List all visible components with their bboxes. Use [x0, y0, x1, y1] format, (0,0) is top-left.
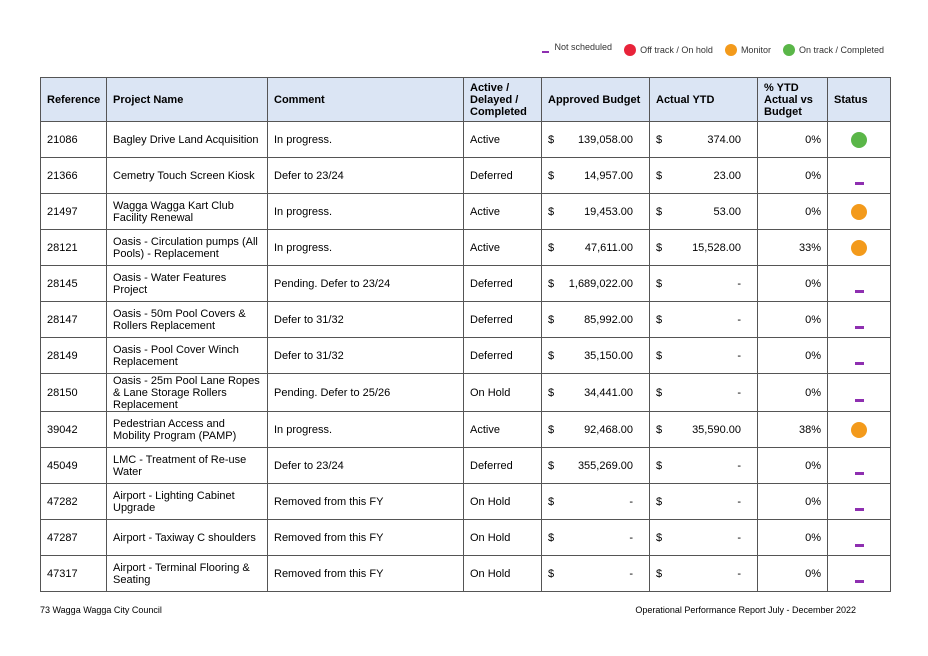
- cell-status: [828, 556, 891, 592]
- cell-actual-ytd: [650, 338, 758, 374]
- cell-state: On Hold: [464, 374, 542, 412]
- cell-state: Deferred: [464, 448, 542, 484]
- header-active: Active / Delayed / Completed: [464, 78, 542, 122]
- ytd-currency: $: [656, 277, 663, 290]
- ytd-amount: -: [737, 495, 741, 508]
- cell-comment: Defer to 23/24: [268, 448, 464, 484]
- red-dot-icon: [624, 44, 636, 56]
- cell-comment: Removed from this FY: [268, 520, 464, 556]
- table-row: [41, 158, 891, 194]
- cell-status: [828, 374, 891, 412]
- cell-actual-ytd: [650, 520, 758, 556]
- legend-not-scheduled: Not scheduled: [542, 45, 613, 55]
- cell-pct-ytd: 0%: [758, 302, 828, 338]
- cell-reference: 39042: [41, 412, 107, 448]
- cell-actual-ytd: [650, 194, 758, 230]
- cell-approved-budget: [542, 484, 650, 520]
- cell-reference: 28147: [41, 302, 107, 338]
- cell-approved-budget: [542, 374, 650, 412]
- ytd-currency: $: [656, 313, 663, 326]
- cell-actual-ytd: [650, 122, 758, 158]
- cell-comment: In progress.: [268, 412, 464, 448]
- cell-status: [828, 448, 891, 484]
- table-row: [41, 412, 891, 448]
- cell-pct-ytd: 0%: [758, 374, 828, 412]
- budget-amount: 47,611.00: [584, 241, 633, 254]
- cell-comment: Pending. Defer to 25/26: [268, 374, 464, 412]
- cell-state: Deferred: [464, 158, 542, 194]
- green-dot-icon: [783, 44, 795, 56]
- cell-reference: 47282: [41, 484, 107, 520]
- cell-state: Deferred: [464, 266, 542, 302]
- cell-approved-budget: [542, 122, 650, 158]
- capital-projects-table: [40, 77, 891, 592]
- cell-actual-ytd: [650, 230, 758, 266]
- cell-state: Active: [464, 412, 542, 448]
- cell-project-name: Wagga Wagga Kart Club Facility Renewal: [107, 194, 268, 230]
- cell-pct-ytd: 0%: [758, 338, 828, 374]
- not-scheduled-dash-icon: [855, 399, 864, 402]
- header-comment: Comment: [268, 78, 464, 122]
- not-scheduled-dash-icon: [855, 362, 864, 365]
- cell-project-name: Oasis - 25m Pool Lane Ropes & Lane Storage Rollers Replacement: [107, 374, 268, 412]
- monitor-dot-icon: [851, 240, 867, 256]
- cell-pct-ytd: 0%: [758, 484, 828, 520]
- cell-state: Active: [464, 230, 542, 266]
- cell-comment: In progress.: [268, 194, 464, 230]
- cell-reference: 47287: [41, 520, 107, 556]
- ytd-amount: -: [737, 531, 741, 544]
- cell-project-name: Bagley Drive Land Acquisition: [107, 122, 268, 158]
- ytd-currency: $: [656, 241, 663, 254]
- ytd-currency: $: [656, 459, 663, 472]
- cell-project-name: Oasis - Circulation pumps (All Pools) - Replacement: [107, 230, 268, 266]
- budget-currency: $: [548, 495, 555, 508]
- legend-on-track: On track / Completed: [783, 44, 884, 56]
- not-scheduled-dash-icon: [855, 326, 864, 329]
- header-project-name: Project Name: [107, 78, 268, 122]
- ytd-amount: -: [737, 567, 741, 580]
- budget-currency: $: [548, 386, 555, 399]
- cell-status: [828, 520, 891, 556]
- table-header-row: [41, 78, 891, 122]
- cell-pct-ytd: 0%: [758, 448, 828, 484]
- budget-amount: 139,058.00: [577, 133, 633, 146]
- cell-actual-ytd: [650, 302, 758, 338]
- cell-status: [828, 230, 891, 266]
- table-row: [41, 374, 891, 412]
- budget-currency: $: [548, 531, 555, 544]
- cell-actual-ytd: [650, 412, 758, 448]
- cell-reference: 21366: [41, 158, 107, 194]
- not-scheduled-dash-icon: [542, 51, 549, 53]
- ytd-amount: 374.00: [707, 133, 741, 146]
- cell-pct-ytd: 0%: [758, 266, 828, 302]
- budget-currency: $: [548, 241, 555, 254]
- ytd-currency: $: [656, 349, 663, 362]
- cell-actual-ytd: [650, 374, 758, 412]
- budget-currency: $: [548, 567, 555, 580]
- ytd-currency: $: [656, 423, 663, 436]
- cell-status: [828, 158, 891, 194]
- budget-amount: 35,150.00: [584, 349, 633, 362]
- budget-amount: -: [629, 495, 633, 508]
- cell-approved-budget: [542, 448, 650, 484]
- header-status: Status: [828, 78, 891, 122]
- on-track-dot-icon: [851, 132, 867, 148]
- budget-amount: 1,689,022.00: [568, 277, 633, 290]
- cell-comment: Defer to 23/24: [268, 158, 464, 194]
- ytd-currency: $: [656, 495, 663, 508]
- ytd-amount: -: [737, 386, 741, 399]
- cell-approved-budget: [542, 194, 650, 230]
- monitor-dot-icon: [851, 422, 867, 438]
- ytd-amount: 23.00: [713, 169, 741, 182]
- table-row: [41, 520, 891, 556]
- ytd-amount: -: [737, 349, 741, 362]
- cell-approved-budget: [542, 338, 650, 374]
- cell-pct-ytd: 0%: [758, 158, 828, 194]
- not-scheduled-dash-icon: [855, 508, 864, 511]
- budget-amount: -: [629, 531, 633, 544]
- cell-approved-budget: [542, 230, 650, 266]
- cell-reference: 28150: [41, 374, 107, 412]
- cell-project-name: Airport - Terminal Flooring & Seating: [107, 556, 268, 592]
- cell-pct-ytd: 0%: [758, 122, 828, 158]
- cell-approved-budget: [542, 158, 650, 194]
- ytd-currency: $: [656, 567, 663, 580]
- cell-comment: Defer to 31/32: [268, 302, 464, 338]
- cell-pct-ytd: 0%: [758, 556, 828, 592]
- cell-approved-budget: [542, 556, 650, 592]
- orange-dot-icon: [725, 44, 737, 56]
- cell-comment: Removed from this FY: [268, 484, 464, 520]
- cell-project-name: LMC - Treatment of Re-use Water: [107, 448, 268, 484]
- header-pct-ytd: % YTD Actual vs Budget: [758, 78, 828, 122]
- ytd-currency: $: [656, 531, 663, 544]
- table-row: [41, 266, 891, 302]
- cell-project-name: Cemetry Touch Screen Kiosk: [107, 158, 268, 194]
- footer-page-info: 73 Wagga Wagga City Council: [40, 605, 162, 615]
- budget-amount: 355,269.00: [577, 459, 633, 472]
- cell-approved-budget: [542, 520, 650, 556]
- ytd-amount: 35,590.00: [692, 423, 741, 436]
- cell-approved-budget: [542, 302, 650, 338]
- cell-reference: 45049: [41, 448, 107, 484]
- budget-currency: $: [548, 423, 555, 436]
- cell-reference: 28149: [41, 338, 107, 374]
- table-row: [41, 484, 891, 520]
- ytd-amount: -: [737, 459, 741, 472]
- cell-status: [828, 302, 891, 338]
- table-row: [41, 122, 891, 158]
- cell-state: Active: [464, 122, 542, 158]
- budget-currency: $: [548, 133, 555, 146]
- cell-state: On Hold: [464, 484, 542, 520]
- table-row: [41, 194, 891, 230]
- cell-reference: 21497: [41, 194, 107, 230]
- budget-amount: 14,957.00: [584, 169, 633, 182]
- cell-project-name: Pedestrian Access and Mobility Program (PAMP): [107, 412, 268, 448]
- cell-project-name: Airport - Lighting Cabinet Upgrade: [107, 484, 268, 520]
- cell-reference: 47317: [41, 556, 107, 592]
- cell-reference: 21086: [41, 122, 107, 158]
- budget-amount: 92,468.00: [584, 423, 633, 436]
- table-row: [41, 556, 891, 592]
- cell-approved-budget: [542, 412, 650, 448]
- legend-off-track: Off track / On hold: [624, 44, 713, 56]
- cell-reference: 28145: [41, 266, 107, 302]
- cell-project-name: Oasis - 50m Pool Covers & Rollers Replacement: [107, 302, 268, 338]
- header-actual-ytd: Actual YTD: [650, 78, 758, 122]
- budget-currency: $: [548, 459, 555, 472]
- cell-pct-ytd: 0%: [758, 520, 828, 556]
- footer-report-title: Operational Performance Report July - December 2022: [635, 605, 856, 615]
- budget-currency: $: [548, 169, 555, 182]
- cell-status: [828, 484, 891, 520]
- budget-currency: $: [548, 277, 555, 290]
- cell-reference: 28121: [41, 230, 107, 266]
- ytd-amount: 15,528.00: [692, 241, 741, 254]
- ytd-amount: -: [737, 313, 741, 326]
- cell-status: [828, 266, 891, 302]
- cell-actual-ytd: [650, 484, 758, 520]
- budget-currency: $: [548, 205, 555, 218]
- not-scheduled-dash-icon: [855, 182, 864, 185]
- cell-project-name: Oasis - Pool Cover Winch Replacement: [107, 338, 268, 374]
- not-scheduled-dash-icon: [855, 580, 864, 583]
- cell-status: [828, 412, 891, 448]
- cell-project-name: Airport - Taxiway C shoulders: [107, 520, 268, 556]
- not-scheduled-dash-icon: [855, 290, 864, 293]
- budget-amount: 19,453.00: [584, 205, 633, 218]
- header-approved-budget: Approved Budget: [542, 78, 650, 122]
- ytd-currency: $: [656, 133, 663, 146]
- ytd-currency: $: [656, 386, 663, 399]
- budget-currency: $: [548, 349, 555, 362]
- cell-pct-ytd: 0%: [758, 194, 828, 230]
- cell-comment: Defer to 31/32: [268, 338, 464, 374]
- cell-actual-ytd: [650, 556, 758, 592]
- table-row: [41, 302, 891, 338]
- ytd-amount: -: [737, 277, 741, 290]
- cell-state: On Hold: [464, 520, 542, 556]
- table-row: [41, 230, 891, 266]
- header-reference: Reference: [41, 78, 107, 122]
- cell-state: Deferred: [464, 302, 542, 338]
- table-row: [41, 338, 891, 374]
- cell-comment: In progress.: [268, 230, 464, 266]
- cell-comment: Removed from this FY: [268, 556, 464, 592]
- cell-status: [828, 122, 891, 158]
- budget-amount: 34,441.00: [584, 386, 633, 399]
- cell-state: On Hold: [464, 556, 542, 592]
- budget-currency: $: [548, 313, 555, 326]
- table-row: [41, 448, 891, 484]
- not-scheduled-dash-icon: [855, 544, 864, 547]
- cell-actual-ytd: [650, 448, 758, 484]
- cell-pct-ytd: 33%: [758, 230, 828, 266]
- status-legend: [542, 44, 884, 56]
- cell-status: [828, 338, 891, 374]
- ytd-currency: $: [656, 205, 663, 218]
- cell-state: Deferred: [464, 338, 542, 374]
- cell-comment: Pending. Defer to 23/24: [268, 266, 464, 302]
- cell-pct-ytd: 38%: [758, 412, 828, 448]
- ytd-currency: $: [656, 169, 663, 182]
- legend-monitor: Monitor: [725, 44, 771, 56]
- ytd-amount: 53.00: [713, 205, 741, 218]
- cell-state: Active: [464, 194, 542, 230]
- cell-comment: In progress.: [268, 122, 464, 158]
- budget-amount: -: [629, 567, 633, 580]
- monitor-dot-icon: [851, 204, 867, 220]
- cell-actual-ytd: [650, 158, 758, 194]
- cell-project-name: Oasis - Water Features Project: [107, 266, 268, 302]
- cell-approved-budget: [542, 266, 650, 302]
- budget-amount: 85,992.00: [584, 313, 633, 326]
- not-scheduled-dash-icon: [855, 472, 864, 475]
- cell-actual-ytd: [650, 266, 758, 302]
- cell-status: [828, 194, 891, 230]
